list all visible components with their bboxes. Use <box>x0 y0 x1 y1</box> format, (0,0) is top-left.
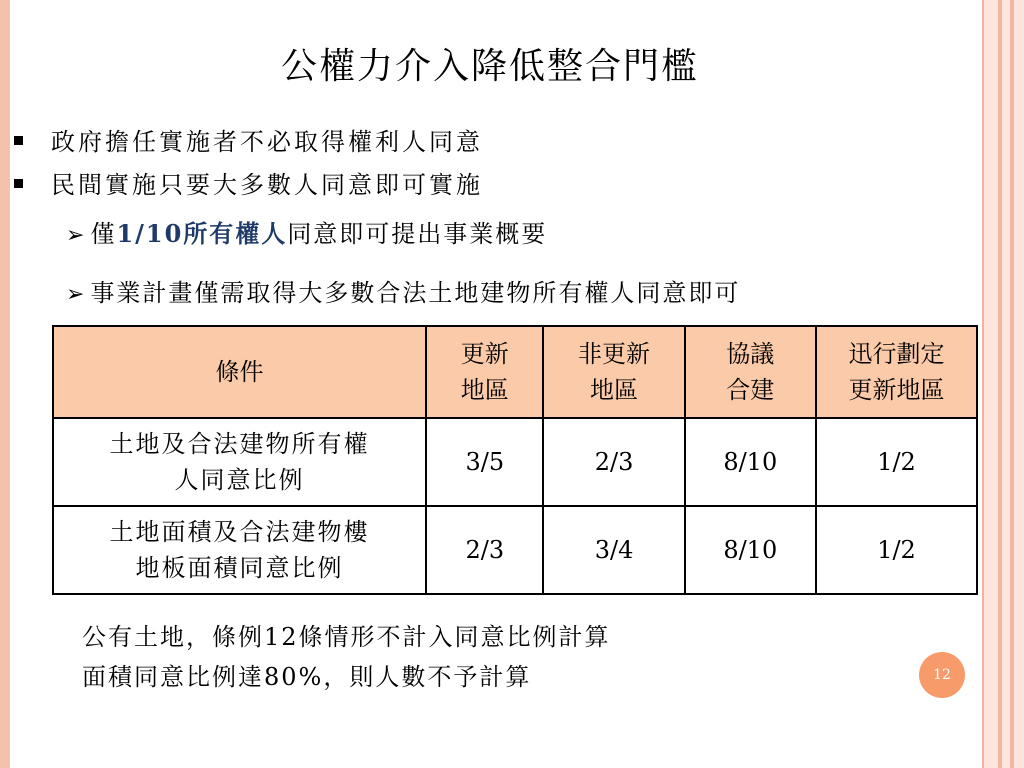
sub-item-emphasis: 1/10所有權人 <box>116 219 288 248</box>
sub-item-suffix: 同意即可提出事業概要 <box>287 220 548 248</box>
table-cell: 8/10 <box>685 506 816 594</box>
square-bullet-icon <box>14 136 23 145</box>
table-row <box>53 506 977 594</box>
table-cell: 3/4 <box>543 506 684 594</box>
row-label: 土地面積及合法建物樓 地板面積同意比例 <box>53 506 426 594</box>
table-cell: 1/2 <box>816 418 977 506</box>
arrow-bullet-icon: ➢ <box>66 282 87 307</box>
sub-item-2 <box>66 273 740 308</box>
bullet-text: 政府擔任實施者不必取得權利人同意 <box>51 128 483 156</box>
table-cell: 8/10 <box>685 418 816 506</box>
consent-ratio-table <box>52 325 978 595</box>
table-cell: 2/3 <box>426 506 543 594</box>
table-cell: 2/3 <box>543 418 684 506</box>
sub-item-prefix: 僅 <box>90 220 117 248</box>
left-border-decoration <box>0 0 10 768</box>
note-line-1: 公有土地，條例12條情形不計入同意比例計算 <box>82 623 611 651</box>
page-number-badge: 12 <box>919 652 965 698</box>
header-negotiated-joint-build: 協議 合建 <box>685 326 816 418</box>
sub-item-1 <box>66 214 547 249</box>
table-cell: 3/5 <box>426 418 543 506</box>
bullet-item-2 <box>14 165 483 200</box>
header-non-renewal-area: 非更新 地區 <box>543 326 684 418</box>
slide-title: 公權力介入降低整合門檻 <box>280 46 699 87</box>
row-label: 土地及合法建物所有權 人同意比例 <box>53 418 426 506</box>
sub-item-prefix: 事業計畫僅需取得大多數合法土地建物所有權人同意即可 <box>90 279 741 307</box>
right-border-decoration <box>984 0 1024 768</box>
table-header-row <box>53 326 977 418</box>
header-renewal-area: 更新 地區 <box>426 326 543 418</box>
header-condition: 條件 <box>53 326 426 418</box>
bullet-text: 民間實施只要大多數人同意即可實施 <box>51 171 483 199</box>
table-row <box>53 418 977 506</box>
bullet-item-1 <box>14 122 483 157</box>
header-expedited-renewal-area: 迅行劃定 更新地區 <box>816 326 977 418</box>
note-line-2: 面積同意比例達80%，則人數不予計算 <box>82 663 532 691</box>
arrow-bullet-icon: ➢ <box>66 223 87 248</box>
table-cell: 1/2 <box>816 506 977 594</box>
square-bullet-icon <box>14 179 23 188</box>
